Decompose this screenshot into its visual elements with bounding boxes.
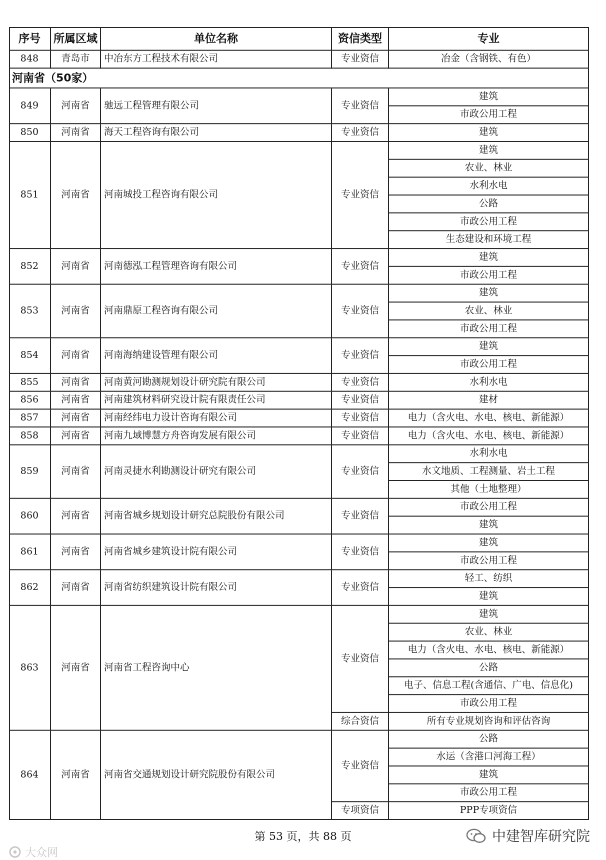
row-type: 专项资信 [332,802,389,820]
row-name: 海天工程咨询有限公司 [101,124,332,142]
watermark-right [466,826,590,846]
row-seq: 851 [9,142,51,249]
watermark-logo-icon [8,846,22,858]
qualification-table [9,27,589,816]
row-region: 河南省 [51,535,101,571]
row-name: 河南省工程咨询中心 [101,606,332,731]
row-seq: 849 [9,88,51,124]
row-specialty: 公路 [389,659,589,677]
row-seq: 850 [9,124,51,142]
row-specialty: 农业、林业 [389,160,589,178]
row-specialty: 水文地质、工程测量、岩土工程 [389,463,589,481]
row-type: 专业资信 [332,338,389,374]
row-name: 河南省城乡规划设计研究总院股份有限公司 [101,499,332,535]
row-specialty: 市政公用工程 [389,552,589,570]
row-specialty: 冶金（含钢铁、有色） [389,51,589,69]
row-type: 综合资信 [332,713,389,731]
row-name: 河南灵捷水利勘测设计研究有限公司 [101,445,332,499]
wechat-icon [466,828,486,844]
row-name: 河南省纺织建筑设计院有限公司 [101,570,332,606]
row-specialty: 农业、林业 [389,303,589,321]
header-specialty: 专业 [389,27,589,51]
row-seq: 855 [9,374,51,392]
row-specialty: 水运（含港口河海工程） [389,749,589,767]
row-type: 专业资信 [332,249,389,285]
row-seq: 863 [9,606,51,731]
page-footer [0,826,606,860]
row-type: 专业资信 [332,427,389,445]
row-specialty: 电子、信息工程(含通信、广电、信息化) [389,677,589,695]
row-specialty: 市政公用工程 [389,106,589,124]
watermark-left-text: 大众网 [25,846,58,859]
row-region: 青岛市 [51,51,101,69]
row-name: 河南经纬电力设计咨询有限公司 [101,410,332,428]
row-region: 河南省 [51,142,101,249]
watermark-left [8,844,58,860]
row-seq: 858 [9,427,51,445]
row-specialty: 公路 [389,731,589,749]
row-specialty: 建筑 [389,249,589,267]
row-region: 河南省 [51,410,101,428]
row-region: 河南省 [51,570,101,606]
row-specialty: 电力（含火电、水电、核电、新能源） [389,410,589,428]
row-specialty: 水利水电 [389,178,589,196]
row-region: 河南省 [51,374,101,392]
row-region: 河南省 [51,285,101,339]
header-seq: 序号 [9,27,51,51]
row-type: 专业资信 [332,499,389,535]
header-type: 资信类型 [332,27,389,51]
row-name: 中冶东方工程技术有限公司 [101,51,332,69]
row-specialty: 市政公用工程 [389,499,589,517]
row-region: 河南省 [51,499,101,535]
row-seq: 854 [9,338,51,374]
row-specialty: 所有专业规划咨询和评估咨询 [389,713,589,731]
row-seq: 864 [9,731,51,820]
row-specialty: 建筑 [389,517,589,535]
row-region: 河南省 [51,427,101,445]
row-specialty: 建筑 [389,142,589,160]
row-specialty: 市政公用工程 [389,356,589,374]
row-type: 专业资信 [332,731,389,802]
row-specialty: 市政公用工程 [389,213,589,231]
row-seq: 859 [9,445,51,499]
row-specialty: PPP专项资信 [389,802,589,820]
row-name: 河南省交通规划设计研究院股份有限公司 [101,731,332,820]
row-specialty: 建材 [389,392,589,410]
row-type: 专业资信 [332,285,389,339]
row-name: 河南建筑材料研究设计院有限责任公司 [101,392,332,410]
row-specialty: 公路 [389,196,589,214]
row-region: 河南省 [51,88,101,124]
row-type: 专业资信 [332,124,389,142]
row-region: 河南省 [51,338,101,374]
page-number: 第 53 页，共 88 页 [254,830,352,843]
header-region: 所属区域 [51,27,101,51]
row-specialty: 市政公用工程 [389,267,589,285]
row-specialty: 建筑 [389,606,589,624]
row-type: 专业资信 [332,445,389,499]
row-seq: 848 [9,51,51,69]
row-specialty: 建筑 [389,88,589,106]
row-type: 专业资信 [332,410,389,428]
row-specialty: 其他（土地整理） [389,481,589,499]
row-type: 专业资信 [332,51,389,69]
watermark-right-text: 中建智库研究院 [492,829,590,845]
row-specialty: 水利水电 [389,374,589,392]
row-seq: 852 [9,249,51,285]
row-name: 河南德泓工程管理咨询有限公司 [101,249,332,285]
row-type: 专业资信 [332,570,389,606]
row-specialty: 水利水电 [389,445,589,463]
row-name: 河南黄河勘测规划设计研究院有限公司 [101,374,332,392]
row-name: 河南九域博慧方舟咨询发展有限公司 [101,427,332,445]
row-type: 专业资信 [332,392,389,410]
row-seq: 857 [9,410,51,428]
row-name: 河南城投工程咨询有限公司 [101,142,332,249]
row-specialty: 电力（含火电、水电、核电、新能源） [389,642,589,660]
header-name: 单位名称 [101,27,332,51]
row-specialty: 建筑 [389,766,589,784]
row-region: 河南省 [51,124,101,142]
row-specialty: 轻工、纺织 [389,570,589,588]
row-type: 专业资信 [332,88,389,124]
row-seq: 853 [9,285,51,339]
row-specialty: 建筑 [389,535,589,553]
row-type: 专业资信 [332,606,389,713]
row-seq: 856 [9,392,51,410]
row-specialty: 建筑 [389,338,589,356]
row-specialty: 市政公用工程 [389,695,589,713]
row-region: 河南省 [51,731,101,820]
row-region: 河南省 [51,392,101,410]
section-title: 河南省（50家） [9,69,589,89]
row-type: 专业资信 [332,374,389,392]
row-specialty: 农业、林业 [389,624,589,642]
row-specialty: 市政公用工程 [389,784,589,802]
row-specialty: 电力（含火电、水电、核电、新能源） [389,427,589,445]
row-seq: 861 [9,535,51,571]
row-seq: 862 [9,570,51,606]
row-region: 河南省 [51,606,101,731]
row-type: 专业资信 [332,535,389,571]
row-specialty: 生态建设和环境工程 [389,231,589,249]
row-region: 河南省 [51,249,101,285]
row-region: 河南省 [51,445,101,499]
row-specialty: 建筑 [389,124,589,142]
row-name: 河南海纳建设管理有限公司 [101,338,332,374]
row-seq: 860 [9,499,51,535]
row-name: 驰远工程管理有限公司 [101,88,332,124]
row-name: 河南省城乡建筑设计院有限公司 [101,535,332,571]
row-name: 河南鼎原工程咨询有限公司 [101,285,332,339]
row-type: 专业资信 [332,142,389,249]
row-specialty: 建筑 [389,285,589,303]
row-specialty: 市政公用工程 [389,320,589,338]
row-specialty: 建筑 [389,588,589,606]
